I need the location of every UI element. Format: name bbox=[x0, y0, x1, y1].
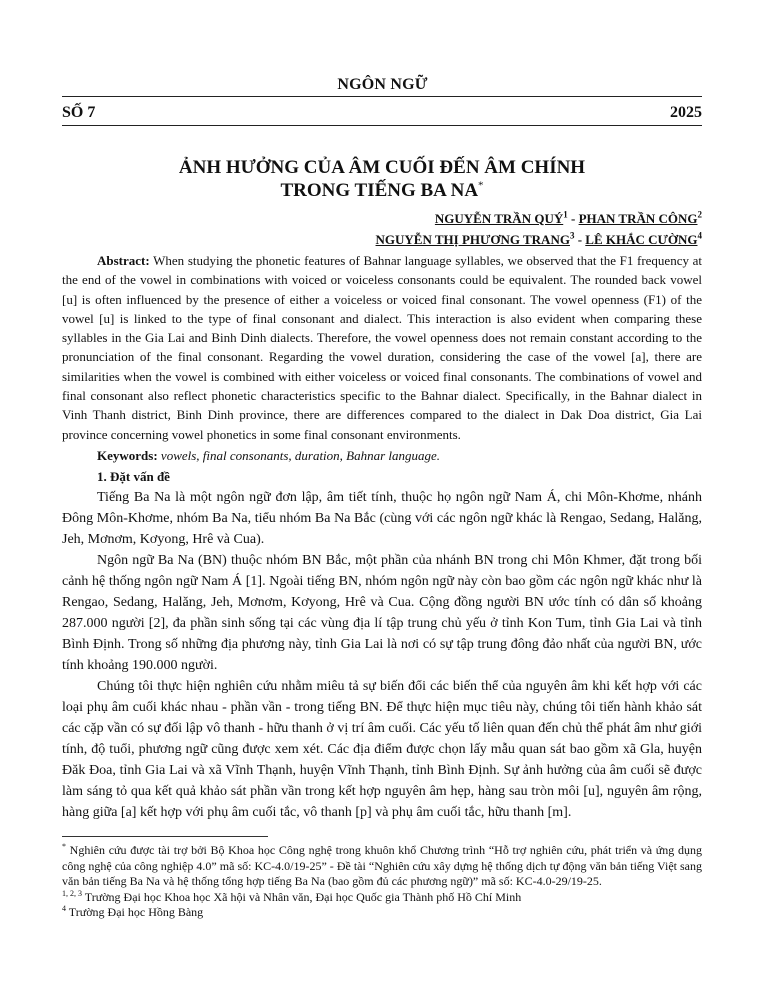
abstract bbox=[62, 251, 702, 444]
body-paragraph: Ngôn ngữ Ba Na (BN) thuộc nhóm BN Bắc, một phần của nhánh BN trong chi Môn Khmer, đặt trong bối cảnh hệ thống ngôn ngữ Nam Á [1]. Ngoài tiếng BN, nhóm ngôn ngữ này còn bao gồm các ngôn ngữ khác như là Rengao, Sedang, Halăng, Jeh, Mơnơm, Kơyong, Hrê và Cua. Cộng đồng người BN ước tính có dân số khoảng 287.000 người [2], đa phần sinh sống tại các vùng địa lí tập trung chủ yếu ở tỉnh Kon Tum, tỉnh Gia Lai và tỉnh Bình Định. Trong số những địa phương này, tỉnh Gia Lai là nơi có sự tập trung đông đảo nhất của người BN, ước tính khoảng 190.000 người. bbox=[62, 552, 702, 673]
author-affiliation-mark: 3 bbox=[569, 230, 575, 241]
author-list bbox=[376, 208, 702, 250]
article-title bbox=[62, 156, 702, 202]
footnote-mark: 1, 2, 3 bbox=[62, 888, 82, 898]
body-paragraph: Tiếng Ba Na là một ngôn ngữ đơn lập, âm tiết tính, thuộc họ ngôn ngữ Nam Á, chi Môn-Khơme, nhánh Đông Môn-Khơme, nhóm Ba Na, tiểu nhóm Ba Na Bắc (cùng với các ngôn ngữ khác là Rengao, Sedang, Halăng, Jeh, Mơnơm, Kơyong, Hrê và Cua). bbox=[62, 489, 702, 547]
footnote-funding bbox=[62, 843, 702, 890]
footnotes bbox=[62, 843, 702, 921]
title-line-2: TRONG TIẾNG BA NA* bbox=[280, 179, 484, 201]
title-footnote-mark: * bbox=[478, 179, 484, 192]
body-paragraph: Chúng tôi thực hiện nghiên cứu nhằm miêu tả sự biến đổi các biến thể của nguyên âm khi kết hợp với các loại phụ âm cuối khác nhau - phần vần - trong tiếng BN. Để thực hiện mục tiêu này, chúng tôi tiến hành khảo sát các cặp vần có sự đối lập vô thanh - hữu thanh ở vị trí âm cuối. Các yếu tố liên quan đến chủ thể phát âm như giới tính, độ tuổi, phương ngữ cũng được xem xét. Các địa điểm được chọn lấy mẫu quan sát bao gồm xã Gla, huyện Đăk Đoa, tỉnh Gia Lai và xã Vĩnh Thạnh, huyện Vĩnh Thạnh, tỉnh Bình Định. Sự ảnh hưởng của âm cuối sẽ được làm sáng tỏ qua kết quả khảo sát phần vần trong kết hợp nguyên âm hẹp, hàng sau tròn môi [u], nguyên âm rộng, hàng giữa [a] kết hợp với phụ âm cuối tắc, vô thanh [p] và phụ âm cuối tắc, hữu thanh [m]. bbox=[62, 678, 702, 820]
header-rule-bottom bbox=[62, 125, 702, 126]
footnote-text: Nghiên cứu được tài trợ bởi Bộ Khoa học Công nghệ trong khuôn khổ Chương trình “Hỗ trợ nghiên cứu, phát triển và ứng dụng công nghệ của công nghiệp 4.0” mã số: KC-4.0/19-25” - Đề tài “Nghiên cứu xây dựng hệ thống dịch tự động văn bản tiếng Việt sang văn bản tiếng Ba Na và hệ thống tổng hợp tiếng Ba Na (bao gồm đủ các phương ngữ)” mã số: KC-4.0-29/19-25. bbox=[62, 843, 702, 888]
keywords-text: vowels, final consonants, duration, Bahnar language. bbox=[157, 447, 441, 463]
author-separator: - bbox=[567, 211, 579, 226]
keywords-label: Keywords: bbox=[97, 447, 158, 463]
footnote-affiliation-1 bbox=[62, 890, 702, 906]
author-name: NGUYỄN TRẦN QUÝ bbox=[434, 211, 564, 226]
author-affiliation-mark: 2 bbox=[697, 209, 702, 220]
author-name: NGUYỄN THỊ PHƯƠNG TRANG bbox=[375, 232, 570, 247]
issue-row bbox=[62, 104, 702, 122]
journal-name: NGÔN NGỮ bbox=[337, 76, 428, 93]
header-rule-top bbox=[62, 96, 702, 97]
author-line-2 bbox=[376, 229, 702, 250]
author-line-1 bbox=[376, 208, 702, 229]
title-line-1: ẢNH HƯỞNG CỦA ÂM CUỐI ĐẾN ÂM CHÍNH bbox=[178, 157, 586, 178]
footnote-mark: 4 bbox=[62, 904, 66, 913]
abstract-text: When studying the phonetic features of Bahnar language syllables, we observed that the F1 frequency at the end of the vowel in combinations with voiced or voiceless consonants could be equivalent. The rounded back vowel [u] is often influenced by the presence of either a voiceless or voiced final consonant. The vowel openness (F1) of the vowel [u] is linked to the type of final consonant and dialect. This interaction is also evident when comparing these syllables in the Gia Lai and Binh Dinh dialects. Therefore, the vowel openness does not remain constant according to the pronunciation of the final consonant. Regarding the vowel duration, considering the case of the vowel [a], there are similarities when the vowel is combined with either voiceless or voiced final consonants. The combinations of vowel and final consonant also reflect phonetic characteristics specific to the Bahnar dialect. Specifically, in the Bahnar dialect in Vinh Thanh district, Binh Dinh province, there are differences compared to the dialect in Dak Doa district, Gia Lai province concerning vowel phonetics in some final consonant environments. bbox=[62, 253, 702, 442]
keywords bbox=[62, 446, 702, 465]
issue-year: 2025 bbox=[670, 104, 702, 121]
author-name: PHAN TRẦN CÔNG bbox=[578, 211, 698, 226]
footnote-text: Trường Đại học Hồng Bàng bbox=[66, 905, 204, 919]
section-heading: 1. Đặt vấn đề bbox=[97, 469, 170, 485]
footnote-text: Trường Đại học Khoa học Xã hội và Nhân văn, Đại học Quốc gia Thành phố Hồ Chí Minh bbox=[82, 889, 522, 904]
article-body bbox=[62, 251, 702, 823]
footnote-rule bbox=[62, 836, 268, 837]
footnote-mark: * bbox=[62, 842, 66, 851]
abstract-label: Abstract: bbox=[97, 253, 150, 268]
footnote-affiliation-2 bbox=[62, 905, 702, 921]
author-separator: - bbox=[574, 232, 586, 247]
author-name: LÊ KHẮC CƯỜNG bbox=[585, 232, 698, 247]
issue-number: SỐ 7 bbox=[62, 104, 96, 121]
author-affiliation-mark: 1 bbox=[563, 209, 568, 220]
author-affiliation-mark: 4 bbox=[697, 230, 702, 241]
